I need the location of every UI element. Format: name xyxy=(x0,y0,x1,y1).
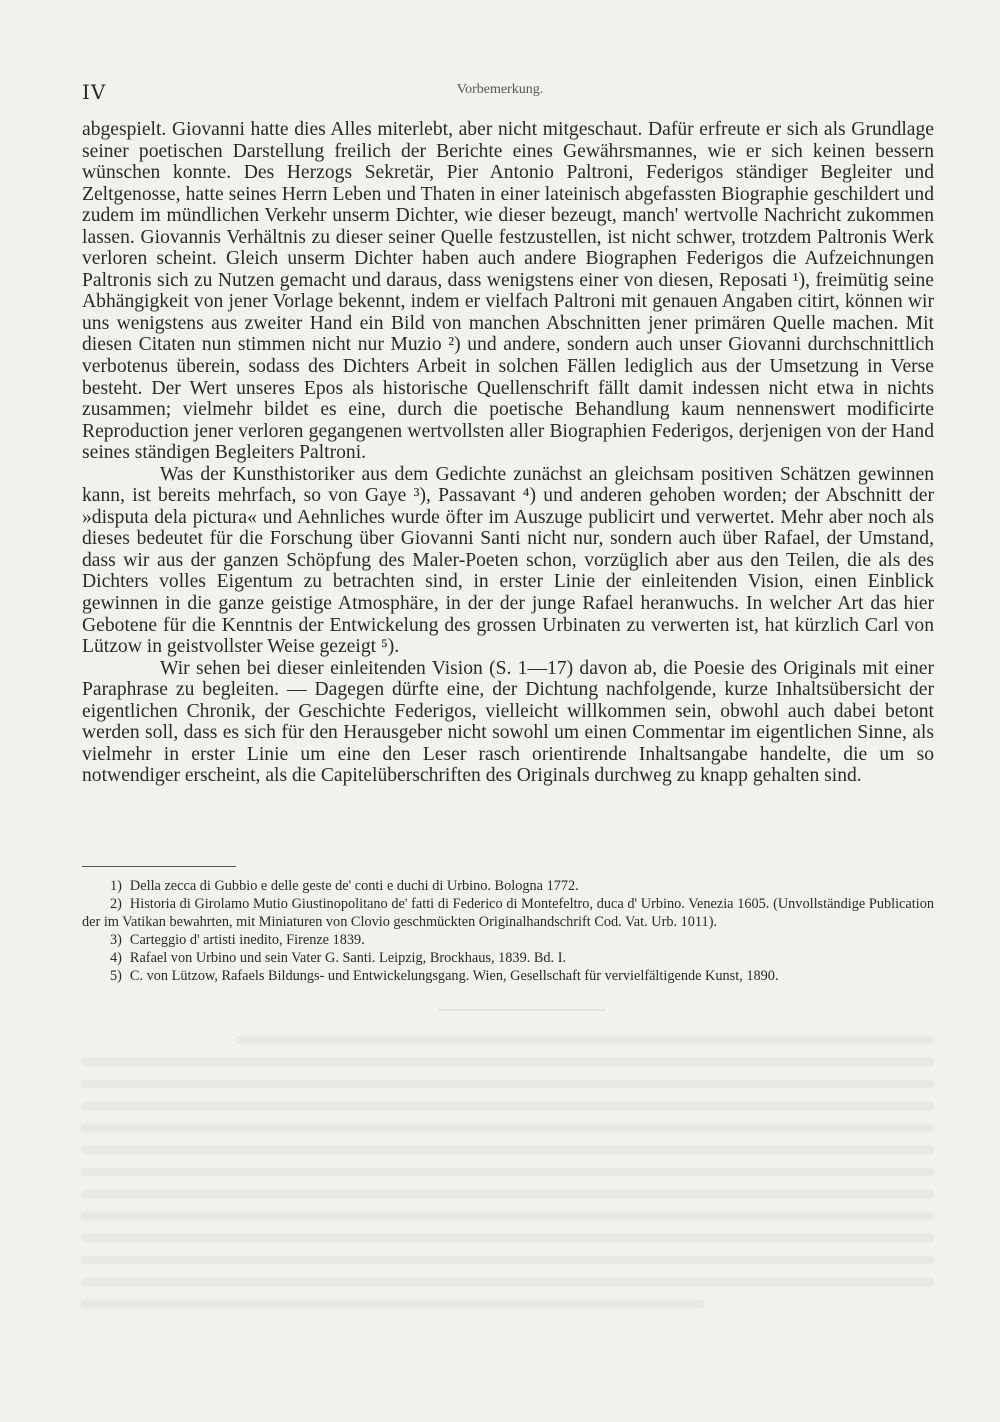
footnote xyxy=(110,931,934,949)
main-text xyxy=(82,119,934,787)
footnote-mark: 2) xyxy=(110,896,122,912)
footnote-text: Historia di Girolamo Mutio Giustinopolitano de' fatti di Federico di Montefeltro, duca d' Urbino. Venezia 1605. (Unvollständige Publication der im Vatikan bewahrten, mit Miniaturen von Clovio geschmückten Originalhandschrift Cod. Vat. Urb. 1011). xyxy=(82,896,934,930)
footnote xyxy=(110,949,934,967)
footnote-mark: 3) xyxy=(110,932,122,948)
paragraph: Wir sehen bei dieser einleitenden Vision (S. 1—17) davon ab, die Poesie des Originals mit einer Paraphrase zu begleiten. — Dagegen dürfte eine, der Dichtung nachfolgende, kurze Inhaltsübersicht der eigentlichen Chronik, der Geschichte Federigos, vielleicht willkommen sein, obwohl auch dabei betont werden soll, dass es sich für den Herausgeber nicht sowohl um einen Commentar im eigentlichen Sinne, als vielmehr in erster Linie um eine den Leser rasch orientirende Inhaltsangabe handelte, die um so notwendiger erscheint, als die Capitelüberschriften des Originals durchweg zu knapp gehalten sind. xyxy=(82,657,934,787)
footnote-text: Carteggio d' artisti inedito, Firenze 1839. xyxy=(129,932,365,948)
footnote xyxy=(110,967,934,985)
footnote-text: C. von Lützow, Rafaels Bildungs- und Entwickelungsgang. Wien, Gesellschaft für vervielfältigende Kunst, 1890. xyxy=(129,968,779,984)
running-head: Vorbemerkung. xyxy=(456,82,544,97)
footnote-mark: 1) xyxy=(110,878,122,894)
footnotes xyxy=(82,877,934,985)
footnote xyxy=(82,895,934,931)
footnote xyxy=(110,877,934,895)
paragraph: Was der Kunsthistoriker aus dem Gedichte zunächst an gleichsam positiven Schätzen gewinnen kann, ist bereits mehrfach, so von Gaye ³), Passavant ⁴) und anderen gehoben worden; der Abschnitt der »disputa dela pictura« und Aehnliches wurde öfter im Auszuge publicirt und verwertet. Mehr aber noch als dieses bedeutet für die Forschung über Giovanni Santi nicht nur, sondern auch über Rafael, der Umstand, dass wir aus der ganzen Schöpfung des Maler-Poeten schon, vorzüglich aber aus den Teilen, die als des Dichters volles Eigentum zu betrachten sind, in erster Linie der einleitenden Vision, einen Einblick gewinnen in die ganze geistige Atmosphäre, in der der junge Rafael heranwuchs. In welcher Art das hier Gebotene für die Kenntnis der Entwickelung des grossen Urbinaten zu verwerten ist, hat kürzlich Carl von Lützow in geistvollster Weise gezeigt ⁵). xyxy=(82,463,934,658)
paragraph: abgespielt. Giovanni hatte dies Alles miterlebt, aber nicht mitgeschaut. Dafür erfreute er sich als Grundlage seiner poetischen Darstellung freilich der Berichte eines Gewährsmannes, wie er sich keinen bessern wünschen konnte. Des Herzogs Sekretär, Pier Antonio Paltroni, Federigos ständiger Begleiter und Zeltgenosse, hatte seines Herrn Leben und Thaten in einer lateinisch abgefassten Biographie geschildert und zudem im mündlichen Verkehr unserm Dichter, wie dieser bezeugt, manch' wertvolle Nachricht zukommen lassen. Giovannis Verhältnis zu dieser seiner Quelle festzustellen, ist nicht schwer, trotzdem Paltronis Werk verloren scheint. Gleich unserm Dichter haben auch andere Biographen Federigos die Aufzeichnungen Paltronis sich zu Nutzen gemacht und daraus, dass wenigstens einer von diesen, Reposati ¹), freimütig seine Abhängigkeit von jener Vorlage bekennt, indem er vielfach Paltroni mit genauen Angaben citirt, können wir uns wenigstens aus zweiter Hand ein Bild von manchen Abschnitten jener primären Quelle machen. Mit diesen Citaten nun stimmen nicht nur Muzio ²) und andere, sondern auch unser Giovanni durchschnittlich verbotenus überein, sodass des Dichters Arbeit in solchen Fällen lediglich aus der Umsetzung in Verse besteht. Der Wert unseres Epos als historische Quellenschrift fällt damit indessen nicht etwa in nichts zusammen; vielmehr bildet es eine, durch die poetische Behandlung kaum nennenswert modificirte Reproduction jener verloren gegangenen wertvollsten aller Biographien Federigos, derjenigen von der Hand seines ständigen Begleiters Paltroni. xyxy=(82,119,934,464)
footnote-mark: 4) xyxy=(110,950,122,966)
footnote-divider xyxy=(82,866,236,867)
footnote-text: Rafael von Urbino und sein Vater G. Santi. Leipzig, Brockhaus, 1839. Bd. I. xyxy=(129,950,567,966)
footnote-text: Della zecca di Gubbio e delle geste de' conti e duchi di Urbino. Bologna 1772. xyxy=(129,878,579,894)
page-number: IV xyxy=(82,80,107,104)
footnote-mark: 5) xyxy=(110,968,122,984)
